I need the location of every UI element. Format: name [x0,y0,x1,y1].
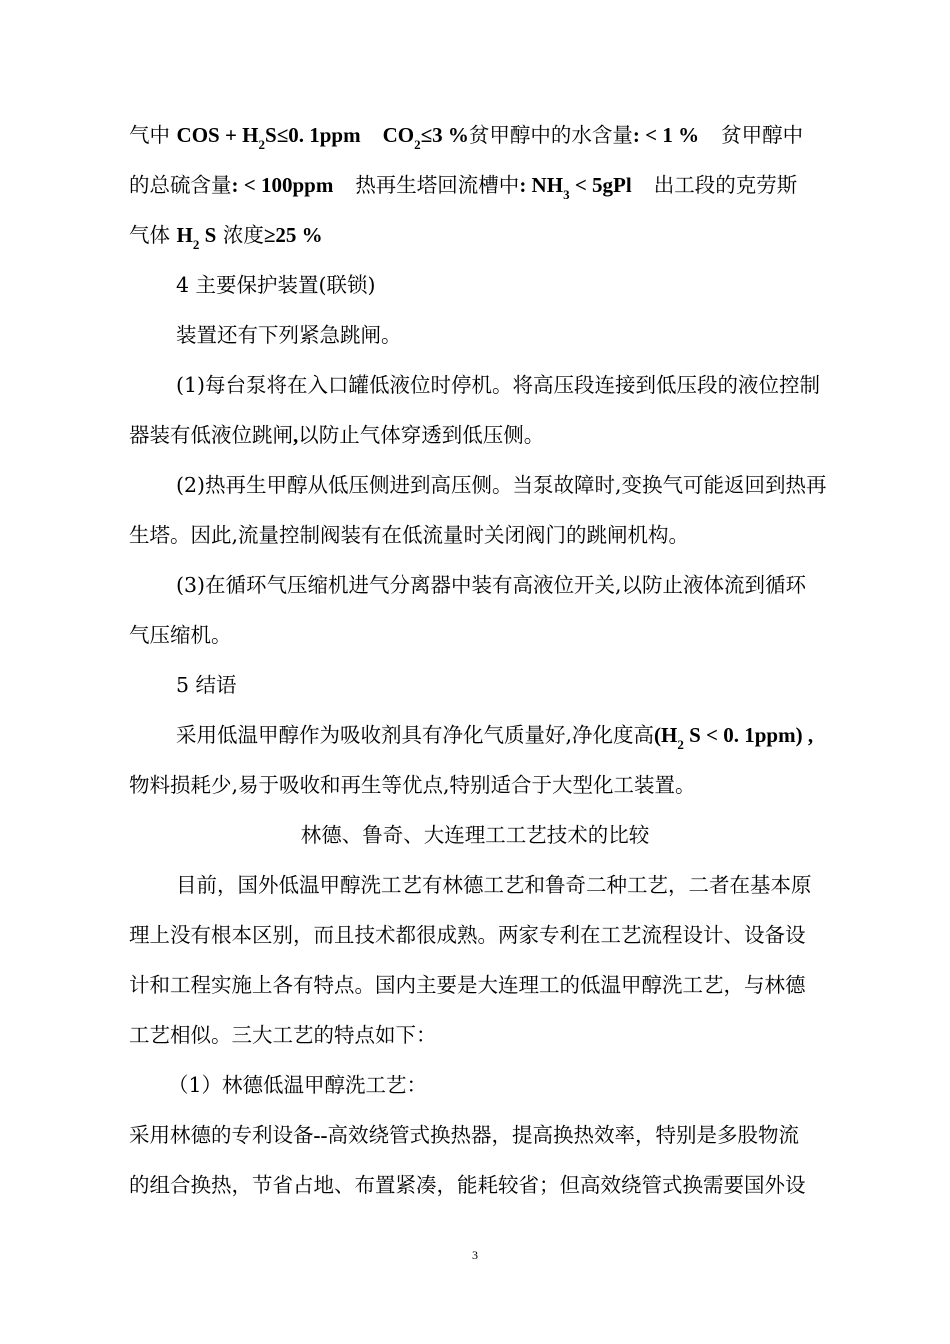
formula-text: S≤0. 1ppm [265,123,361,147]
text-line-13 [176,718,868,752]
text-line-10: (3)在循环气压缩机进气分离器中装有高液位开关,以防止液体流到循环 [176,573,807,597]
text: 浓度 [216,223,264,247]
text: 高效绕管式换热器，提高换热效率，特别是多股物流 [327,1123,799,1147]
text: 的总硫含量 [129,173,232,197]
page-number: 3 [472,1248,478,1262]
text-line-6: (1)每台泵将在入口罐低液位时停机。将高压段连接到低压段的液位控制 [176,373,821,397]
text-line-14: 物料损耗少,易于吸收和再生等优点,特别适合于大型化工装置。 [129,773,696,797]
subscript: 2 [677,737,684,752]
formula-text: (H [654,723,678,747]
subsection-heading: （1）林德低温甲醇洗工艺： [168,1073,428,1097]
text-line-21 [129,1118,868,1152]
text: 贫甲醇中的水含量 [468,123,633,147]
text: 出工段的克劳斯 [653,173,798,197]
formula-text: : < 100ppm [231,173,334,197]
text-line-17: 理上没有根本区别，而且技术都很成熟。两家专利在工艺流程设计、设备设 [129,923,806,947]
subscript: 3 [563,187,570,202]
subscript: 2 [414,137,421,152]
text-line-16: 目前，国外低温甲醇洗工艺有林德工艺和鲁奇二种工艺，二者在基本原 [176,873,812,897]
text: 贫甲醇中 [721,123,804,147]
subscript: 2 [258,137,266,152]
formula-text: H [176,223,193,247]
formula-text: ≤3 % [420,123,469,147]
text: 采用低温甲醇作为吸收剂具有净化气质量好,净化度高 [176,723,655,747]
text-line-18: 计和工程实施上各有特点。国内主要是大连理工的低温甲醇洗工艺，与林德 [129,973,806,997]
text-line-5: 装置还有下列紧急跳闸。 [176,323,402,347]
text: 热再生塔回流槽中 [355,173,520,197]
formula-text: < 5gPl [569,173,632,197]
formula-text: : NH [519,173,564,197]
formula-text: ≥25 % [263,223,323,247]
text-line-2 [129,168,868,202]
formula-text: COS + H [176,123,259,147]
formula-text: : < 1 % [632,123,700,147]
section-heading-4: 4 主要保护装置(联锁) [176,273,376,297]
text-line-9: 生塔。因此,流量控制阀装有在低流量时关闭阀门的跳闸机构。 [129,523,690,547]
punctuation: -- [313,1123,328,1147]
section-heading-5: 5 结语 [176,673,237,697]
text-line-7 [129,418,868,452]
formula-text: S < 0. 1ppm) , [683,723,814,747]
text: 以防止气体穿透到低压侧。 [298,423,545,447]
subscript: 2 [192,237,200,252]
text: 气中 [129,123,177,147]
formula-text: S [199,223,217,247]
text-line-3 [129,218,868,252]
text: 器装有低液位跳闸 [129,423,293,447]
text-line-8: (2)热再生甲醇从低压侧进到高压侧。当泵故障时,变换气可能返回到热再 [176,473,827,497]
section-title: 林德、鲁奇、大连理工工艺技术的比较 [300,823,650,847]
text-line-19: 工艺相似。三大工艺的特点如下： [129,1023,437,1047]
text-line-1 [129,118,868,152]
punctuation: , [293,423,299,447]
text: 气体 [129,223,177,247]
formula-text: CO [382,123,415,147]
text-line-11: 气压缩机。 [129,623,232,647]
text: 采用林德的专利设备 [129,1123,314,1147]
text-line-22: 的组合换热，节省占地、布置紧凑，能耗较省；但高效绕管式换需要国外设 [129,1173,806,1197]
